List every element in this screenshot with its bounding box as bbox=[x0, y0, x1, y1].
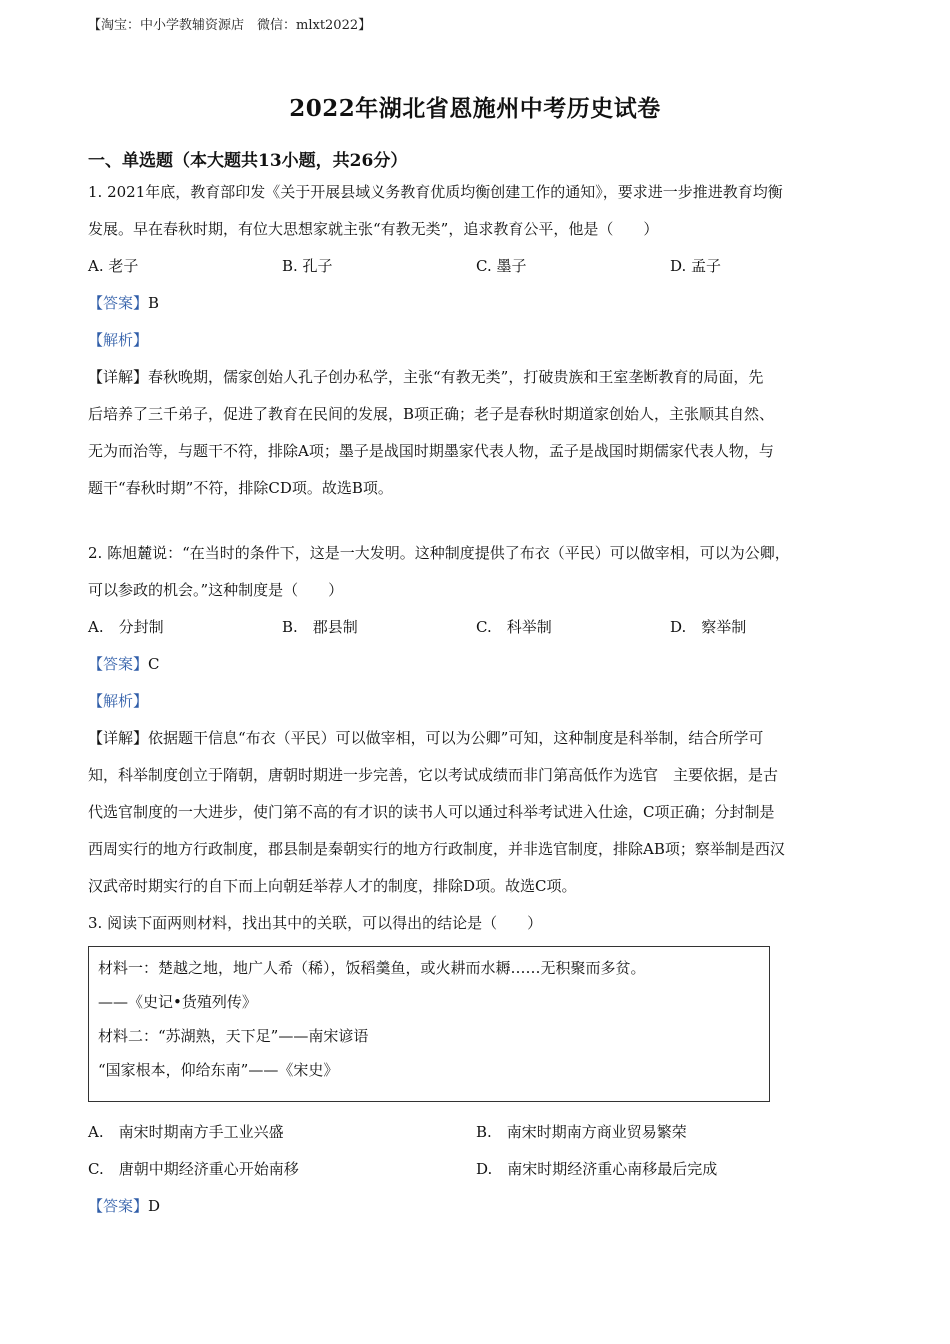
options-row bbox=[88, 1114, 864, 1151]
option-b: B. 南宋时期南方商业贸易繁荣 bbox=[476, 1123, 687, 1141]
section-title: 一、单选题（本大题共13小题，共26分） bbox=[88, 151, 408, 171]
material-line: 材料一：楚越之地，地广人希（稀），饭稻羹鱼，或火耕而水耨……无积聚而多贫。 bbox=[98, 959, 646, 977]
detail-text: 依据题干信息“布衣（平民）可以做宰相，可以为公卿”可知，这种制度是科举制，结合所学可 bbox=[148, 729, 764, 747]
option-d: D. 南宋时期经济重心南移最后完成 bbox=[476, 1160, 718, 1178]
option-a: A. 分封制 bbox=[88, 618, 164, 636]
detail-label: 【详解】 bbox=[88, 368, 149, 386]
header-note: 【淘宝：中小学教辅资源店 微信：mlxt2022】 bbox=[88, 18, 372, 33]
option-c: C. 唐朝中期经济重心开始南移 bbox=[88, 1160, 299, 1178]
material-line: ——《史记•货殖列传》 bbox=[98, 993, 257, 1011]
options-row bbox=[88, 609, 864, 646]
detail-line: 汉武帝时期实行的自下而上向朝廷举荐人才的制度，排除D项。故选C项。 bbox=[88, 877, 577, 895]
question-1 bbox=[88, 174, 864, 507]
detail-text: 春秋晚期，儒家创始人孔子创办私学，主张“有教无类”，打破贵族和王室垄断教育的局面，先 bbox=[148, 368, 764, 386]
detail-line: 后培养了三千弟子，促进了教育在民间的发展，B项正确；老子是春秋时期道家创始人，主张顺其自然、 bbox=[88, 405, 775, 423]
option-b: B. 郡县制 bbox=[282, 618, 358, 636]
detail-line: 代选官制度的一大进步，使门第不高的有才识的读书人可以通过科举考试进入仕途，C项正确；分封制是 bbox=[88, 803, 775, 821]
option-a: A. 南宋时期南方手工业兴盛 bbox=[88, 1123, 284, 1141]
option-c: C. 墨子 bbox=[476, 257, 527, 275]
questions bbox=[88, 174, 864, 1225]
option-d: D. 孟子 bbox=[670, 257, 722, 275]
question-stem-line: 可以参政的机会。”这种制度是（ ） bbox=[88, 581, 344, 599]
question-stem-line: 1. 2021年底，教育部印发《关于开展县域义务教育优质均衡创建工作的通知》，要求进一步推进教育均衡 bbox=[88, 183, 783, 201]
material-line: 材料二：“苏湖熟，天下足”——南宋谚语 bbox=[98, 1027, 369, 1045]
detail-line bbox=[88, 720, 864, 757]
option-a: A. 老子 bbox=[88, 257, 139, 275]
question-stem-line: 3. 阅读下面两则材料，找出其中的关联，可以得出的结论是（ ） bbox=[88, 914, 543, 932]
option-b: B. 孔子 bbox=[282, 257, 333, 275]
option-d: D. 察举制 bbox=[670, 618, 747, 636]
option-c: C. 科举制 bbox=[476, 618, 552, 636]
options-row bbox=[88, 1151, 864, 1188]
answer-label: 【答案】 bbox=[88, 294, 149, 312]
material-box-wrap bbox=[88, 942, 864, 1114]
analysis-label: 【解析】 bbox=[88, 692, 149, 710]
answer-value: D bbox=[148, 1197, 161, 1215]
detail-line: 知，科举制度创立于隋朝，唐朝时期进一步完善，它以考试成绩而非门第高低作为选官 主要依据，是古 bbox=[88, 766, 779, 784]
detail-line: 无为而治等，与题干不符，排除A项；墨子是战国时期墨家代表人物，孟子是战国时期儒家代表人物，与 bbox=[88, 442, 774, 460]
material-line: “国家根本，仰给东南”——《宋史》 bbox=[98, 1061, 339, 1079]
detail-line bbox=[88, 359, 864, 396]
answer-line bbox=[88, 285, 864, 322]
spacer bbox=[88, 507, 864, 535]
question-stem-line: 发展。早在春秋时期，有位大思想家就主张“有教无类”，追求教育公平，他是（ ） bbox=[88, 220, 659, 238]
answer-line bbox=[88, 646, 864, 683]
detail-line: 题干“春秋时期”不符，排除CD项。故选B项。 bbox=[88, 479, 393, 497]
material-box bbox=[88, 946, 770, 1102]
answer-value: B bbox=[148, 294, 160, 312]
options-row bbox=[88, 248, 864, 285]
answer-label: 【答案】 bbox=[88, 1197, 149, 1215]
answer-label: 【答案】 bbox=[88, 655, 149, 673]
answer-line bbox=[88, 1188, 864, 1225]
analysis-label: 【解析】 bbox=[88, 331, 149, 349]
detail-label: 【详解】 bbox=[88, 729, 149, 747]
detail-line: 西周实行的地方行政制度，郡县制是秦朝实行的地方行政制度，并非选官制度，排除AB项；察举制是西汉 bbox=[88, 840, 785, 858]
question-3 bbox=[88, 905, 864, 1225]
page-title: 2022年湖北省恩施州中考历史试卷 bbox=[289, 95, 661, 122]
question-2 bbox=[88, 535, 864, 905]
question-stem-line: 2. 陈旭麓说：“在当时的条件下，这是一大发明。这种制度提供了布衣（平民）可以做宰相，可以为公卿， bbox=[88, 544, 790, 562]
answer-value: C bbox=[148, 655, 160, 673]
